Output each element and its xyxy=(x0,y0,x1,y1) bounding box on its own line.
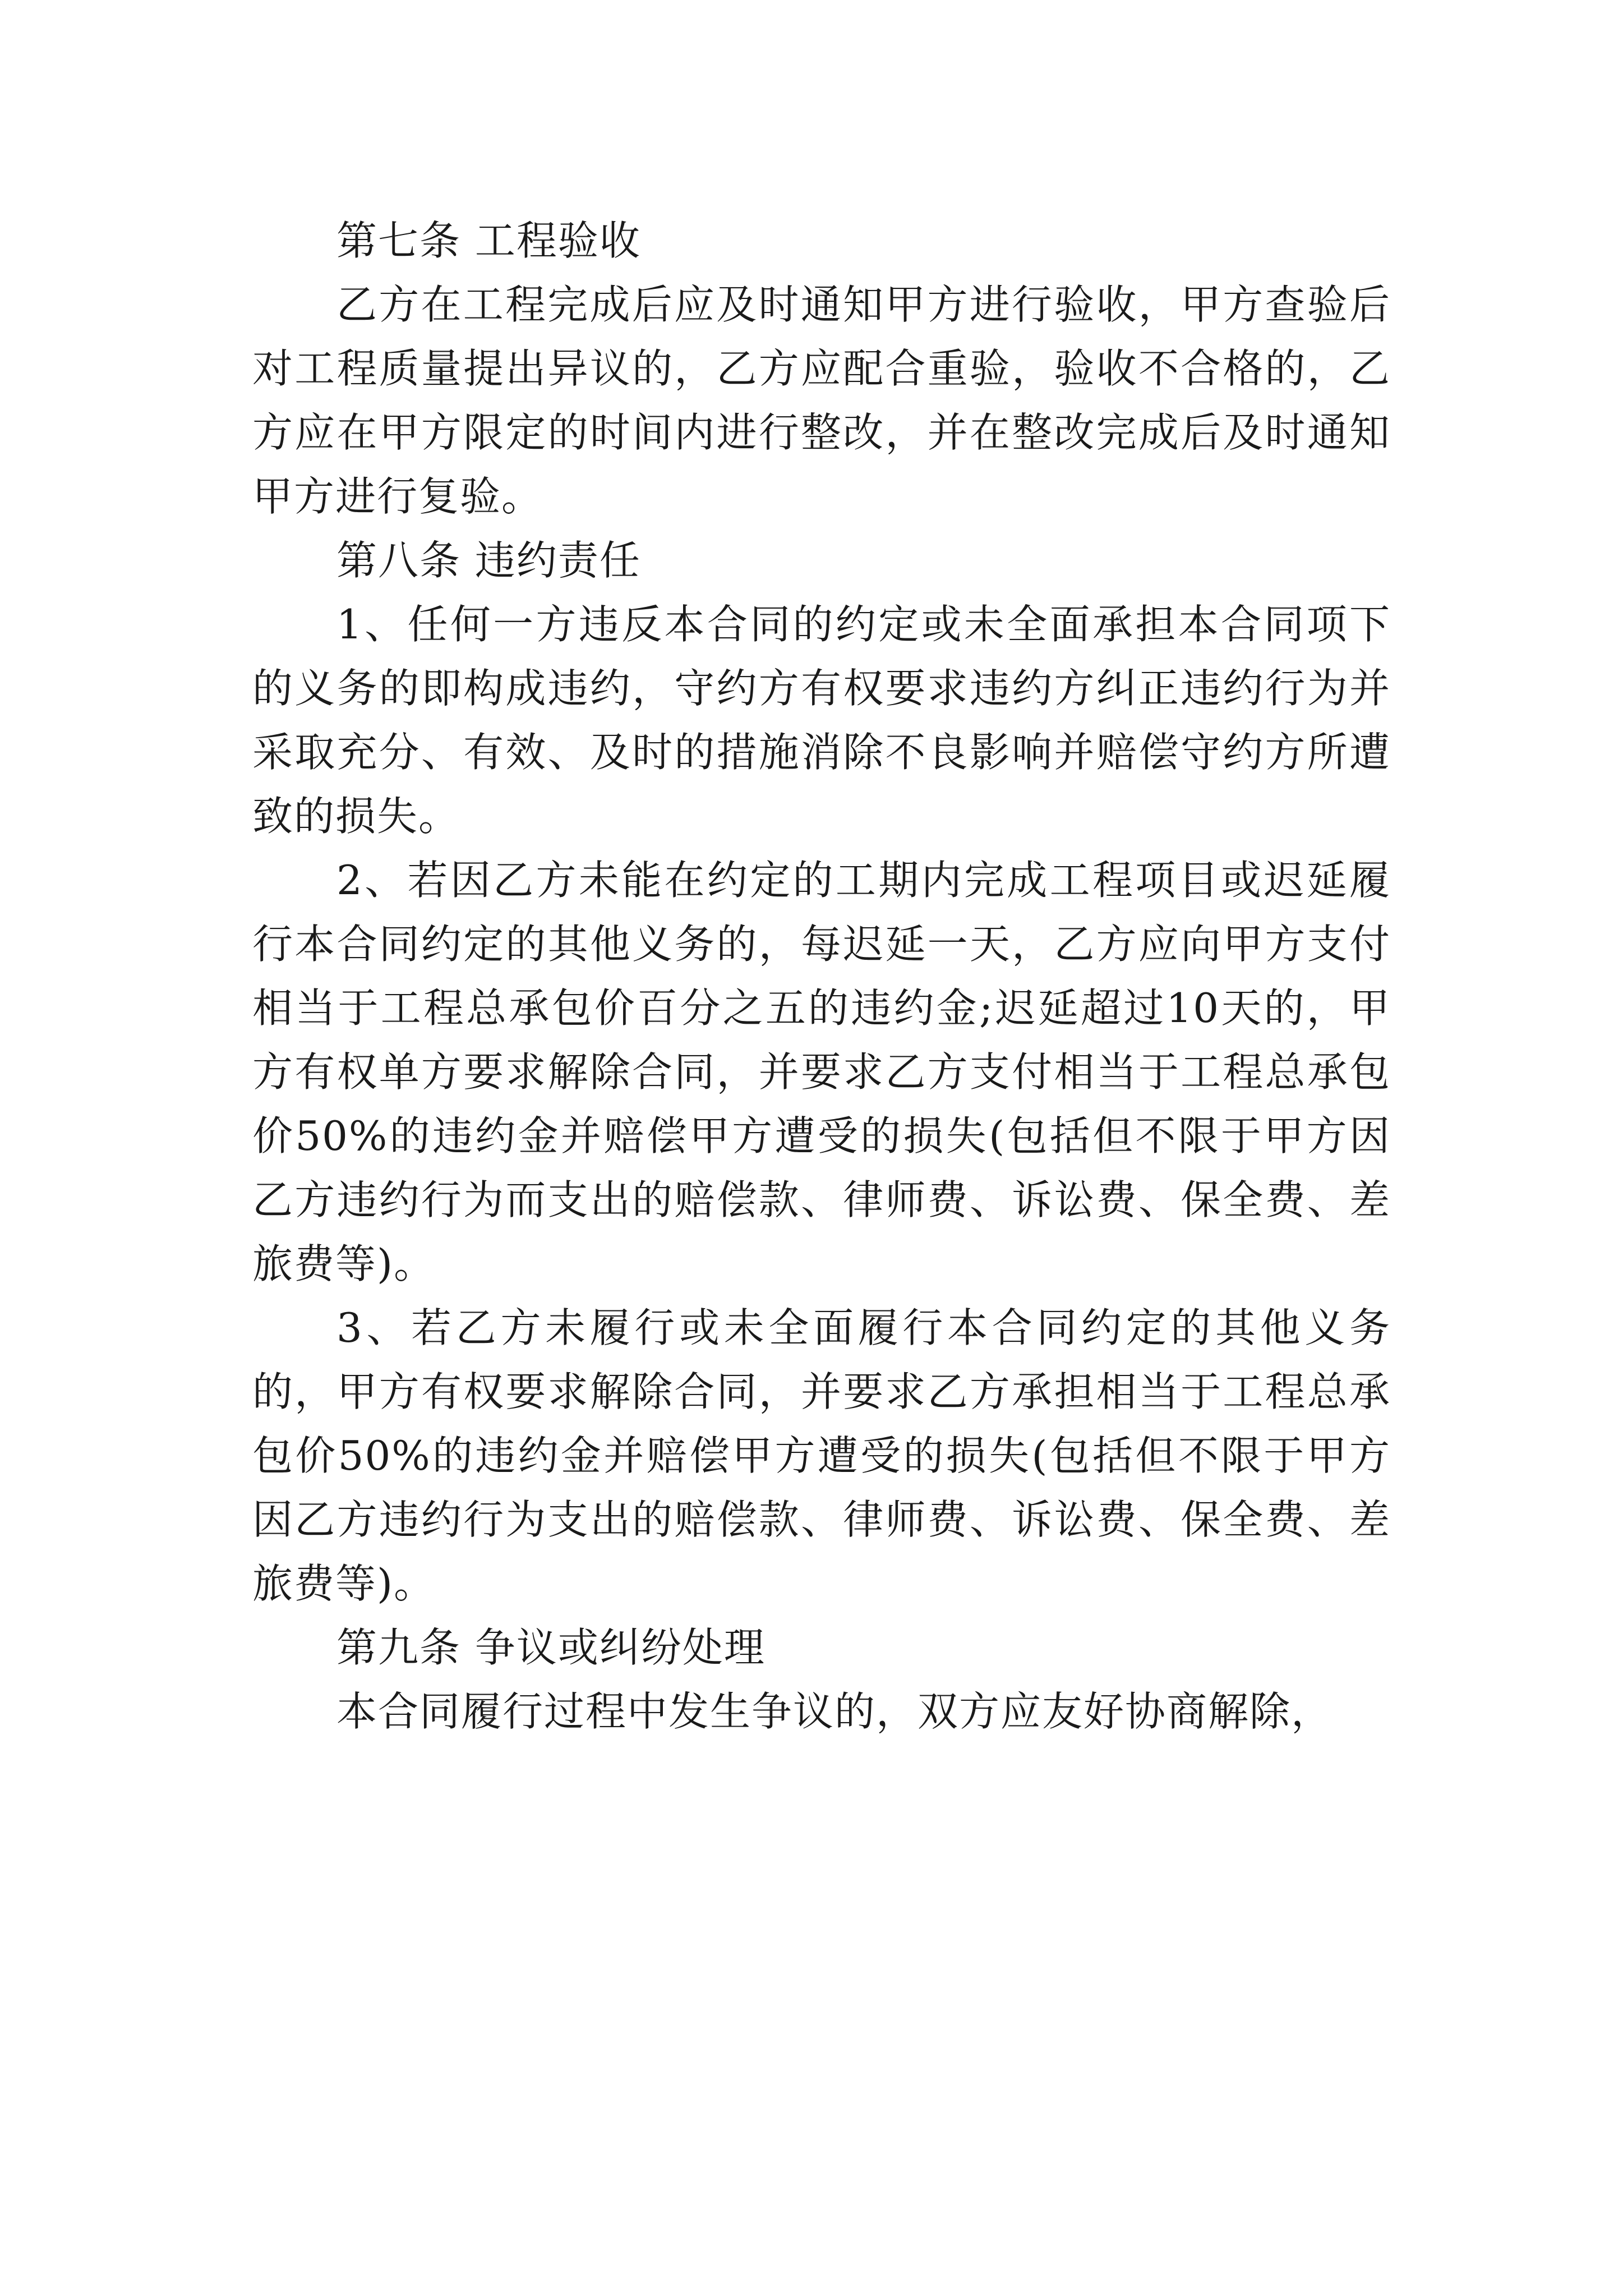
article-8-item-1: 1、任何一方违反本合同的约定或未全面承担本合同项下的义务的即构成违约，守约方有权要求违约方纠正违约行为并采取充分、有效、及时的措施消除不良影响并赔偿守约方所遭致的损失。 xyxy=(252,601,1391,840)
article-9-body: 本合同履行过程中发生争议的，双方应友好协商解除， xyxy=(336,1688,1333,1735)
article-8-item-2: 2、若因乙方未能在约定的工期内完成工程项目或迟延履行本合同约定的其他义务的，每迟延一天，乙方应向甲方支付相当于工程总承包价百分之五的违约金;迟延超过10天的，甲方有权单方要求解除合同，并要求乙方支付相当于工程总承包价50%的违约金并赔偿甲方遭受的损失(包括但不限于甲方因乙方违约行为而支出的赔偿款、律师费、诉讼费、保全费、差旅费等)。 xyxy=(252,857,1391,1287)
article-8-item-3: 3、若乙方未履行或未全面履行本合同约定的其他义务的，甲方有权要求解除合同，并要求乙方承担相当于工程总承包价50%的违约金并赔偿甲方遭受的损失(包括但不限于甲方因乙方违约行为支出的赔偿款、律师费、诉讼费、保全费、差旅费等)。 xyxy=(252,1304,1391,1607)
contract-text xyxy=(252,209,1391,1743)
article-7-heading: 第七条 工程验收 xyxy=(336,217,641,264)
article-8-heading: 第八条 违约责任 xyxy=(336,537,641,584)
article-9-heading: 第九条 争议或纠纷处理 xyxy=(336,1624,766,1671)
article-7-body: 乙方在工程完成后应及时通知甲方进行验收，甲方查验后对工程质量提出异议的，乙方应配合重验，验收不合格的，乙方应在甲方限定的时间内进行整改，并在整改完成后及时通知甲方进行复验。 xyxy=(252,281,1391,520)
